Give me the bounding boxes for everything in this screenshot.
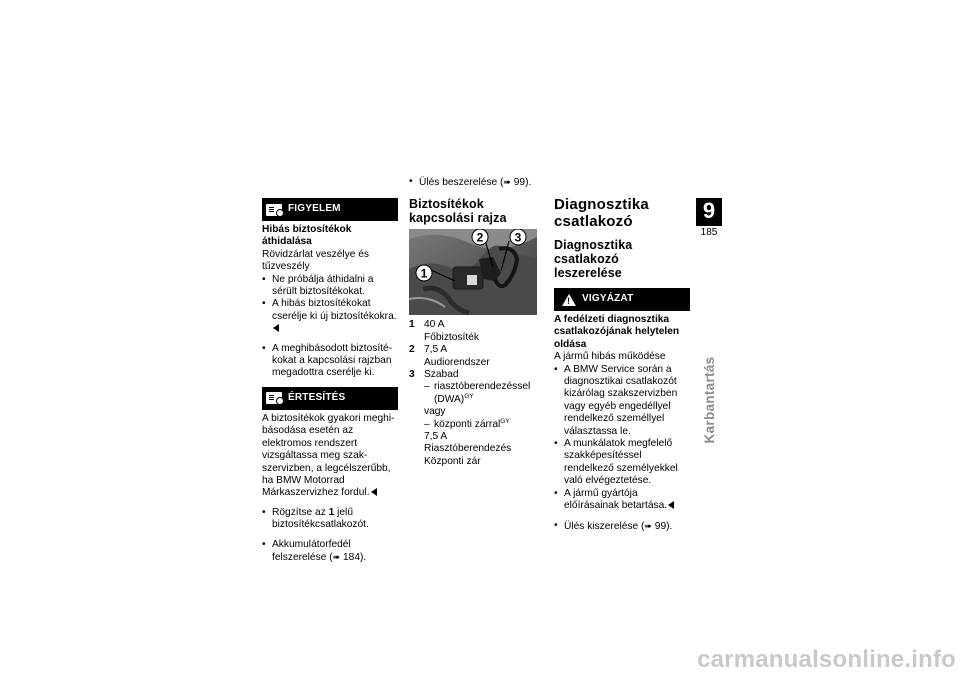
step-text: jelű biztosítékcsatlakozót. [272, 506, 369, 531]
legend-number: 3 [409, 369, 415, 381]
notice-label: FIGYELEM [288, 203, 341, 215]
step-text: Akkumulátorfedél felszerelése ( [272, 538, 351, 563]
page-ref-link[interactable]: 99). [654, 520, 673, 532]
fuse-box-illustration [409, 229, 537, 315]
list-item [409, 176, 537, 189]
notice-body: Rövidzárlat veszélye és tűzveszély [262, 248, 370, 273]
photo-callout: 2 [476, 230, 484, 245]
legend-line: 7,5 A [424, 344, 448, 356]
legend-dash-text: központi zárral [434, 418, 501, 430]
page-ref-arrow-icon: ➠ [644, 520, 652, 531]
list-item [262, 507, 398, 532]
section-heading: Biztosítékok kapcsolási rajza [409, 197, 507, 226]
page-ref-arrow-icon: ➠ [332, 551, 341, 562]
instruction-list [262, 343, 398, 380]
notice-body [262, 413, 398, 500]
manual-icon [266, 392, 282, 404]
list-item: • A munkálatok megfelelő szakképesítéssel rendelkező személyekkel való elvégeztetése. [554, 438, 690, 488]
notice-bar-warning [262, 198, 398, 221]
end-marker-icon [273, 324, 279, 332]
page-ref-arrow-icon: ➠ [503, 177, 511, 187]
chapter-number: 9 [702, 198, 716, 223]
legend-dash-text: riasztóberendezéssel (DWA) [434, 381, 531, 405]
photo-callout: 1 [420, 266, 428, 281]
notice-body: A jármű hibás működése [554, 351, 666, 363]
legend-row [409, 344, 537, 369]
list-item-text: A hibás biztosítékokat cserélje ki új biztosítékokra. [272, 298, 397, 322]
list-item [262, 298, 398, 335]
legend-dash-item [424, 419, 537, 431]
notice-body-text: A biztosítékok gyakori meghibásodása esetén az elektromos rendszert vizsgáltassa meg szakszervizben, a legcélszerűbb, ha BMW Motorrad Márkaszervizhez fordul. [262, 412, 395, 499]
notice-bullet-list [554, 364, 690, 513]
country-superscript: GY [500, 417, 510, 425]
list-item: • A BMW Service során a diagnosztikai csatlakozót kizárólag szakszervizben vagy egyéb engedéllyel rendelkező személlyel választassa le. [554, 364, 690, 438]
legend-text [424, 369, 537, 468]
step-list [554, 520, 690, 533]
end-marker-icon [371, 488, 377, 496]
callout-ref: 1 [328, 506, 335, 518]
notice-label: VIGYÁZAT [582, 293, 634, 305]
section-side-label [700, 352, 720, 448]
manual-icon [266, 204, 282, 216]
legend-line: Audiorendszer [424, 356, 490, 368]
legend-number: 1 [409, 319, 415, 331]
legend-text [424, 344, 537, 369]
list-item: • A meghibásodott biztosítékokat a kapcsolási rajzban megadottra cserélje ki. [262, 343, 398, 380]
subsection-heading: Diagnosztika csatlakozó leszerelése [554, 238, 633, 280]
notice-bar-caution [554, 288, 690, 311]
notice-bar-info [262, 387, 398, 410]
step-list [262, 507, 398, 532]
watermark: carmanualsonline.info [697, 646, 956, 673]
legend-row [409, 319, 537, 344]
legend-number: 2 [409, 344, 415, 356]
column-middle [409, 176, 537, 468]
page-ref-link[interactable]: 184). [342, 551, 367, 563]
legend-line: 40 A [424, 319, 445, 331]
legend-line: Riasztóberendezés [424, 443, 512, 455]
notice-title: Hibás biztosítékok áthidalása [262, 224, 352, 248]
legend-text [424, 319, 537, 344]
legend-dash-item [424, 381, 537, 406]
column-left [262, 198, 398, 564]
photo-callout: 3 [514, 230, 522, 245]
step-text: Rögzítse az [272, 506, 329, 518]
legend-line: Főbiztosíték [424, 331, 479, 343]
list-item [262, 539, 398, 565]
country-superscript: GY [464, 392, 474, 400]
legend-row [409, 369, 537, 468]
notice-title: A fedélzeti diagnosztika csatlakozójának helytelen oldása [554, 314, 680, 350]
fuse-box-photo [409, 229, 537, 315]
step-text: Ülés beszerelése ( [419, 177, 504, 188]
warning-triangle-icon: ! [562, 294, 576, 306]
step-list [409, 176, 537, 189]
section-main-heading: Diagnosztika csatlakozó [554, 196, 649, 230]
step-text: Ülés kiszerelése ( [564, 520, 645, 532]
legend-line: 7,5 A [424, 431, 448, 443]
page-ref-link[interactable]: 99). [513, 177, 532, 188]
step-list [262, 539, 398, 565]
end-marker-icon [668, 501, 674, 509]
list-item [554, 520, 690, 533]
section-side-label-text: Karbantartás [701, 356, 717, 444]
notice-bullet-list [262, 274, 398, 336]
legend-line: Központi zár [424, 455, 481, 467]
page-number: 185 [696, 226, 722, 240]
list-item-text: A jármű gyártója előírásainak betartása. [564, 487, 668, 512]
column-right [554, 196, 690, 533]
notice-label: ÉRTESÍTÉS [288, 392, 346, 404]
legend-line: Szabad [424, 369, 459, 381]
list-item [554, 488, 690, 513]
list-item: • Ne próbálja áthidalni a sérült biztosítékokat. [262, 274, 398, 299]
legend-line: vagy [424, 406, 446, 418]
